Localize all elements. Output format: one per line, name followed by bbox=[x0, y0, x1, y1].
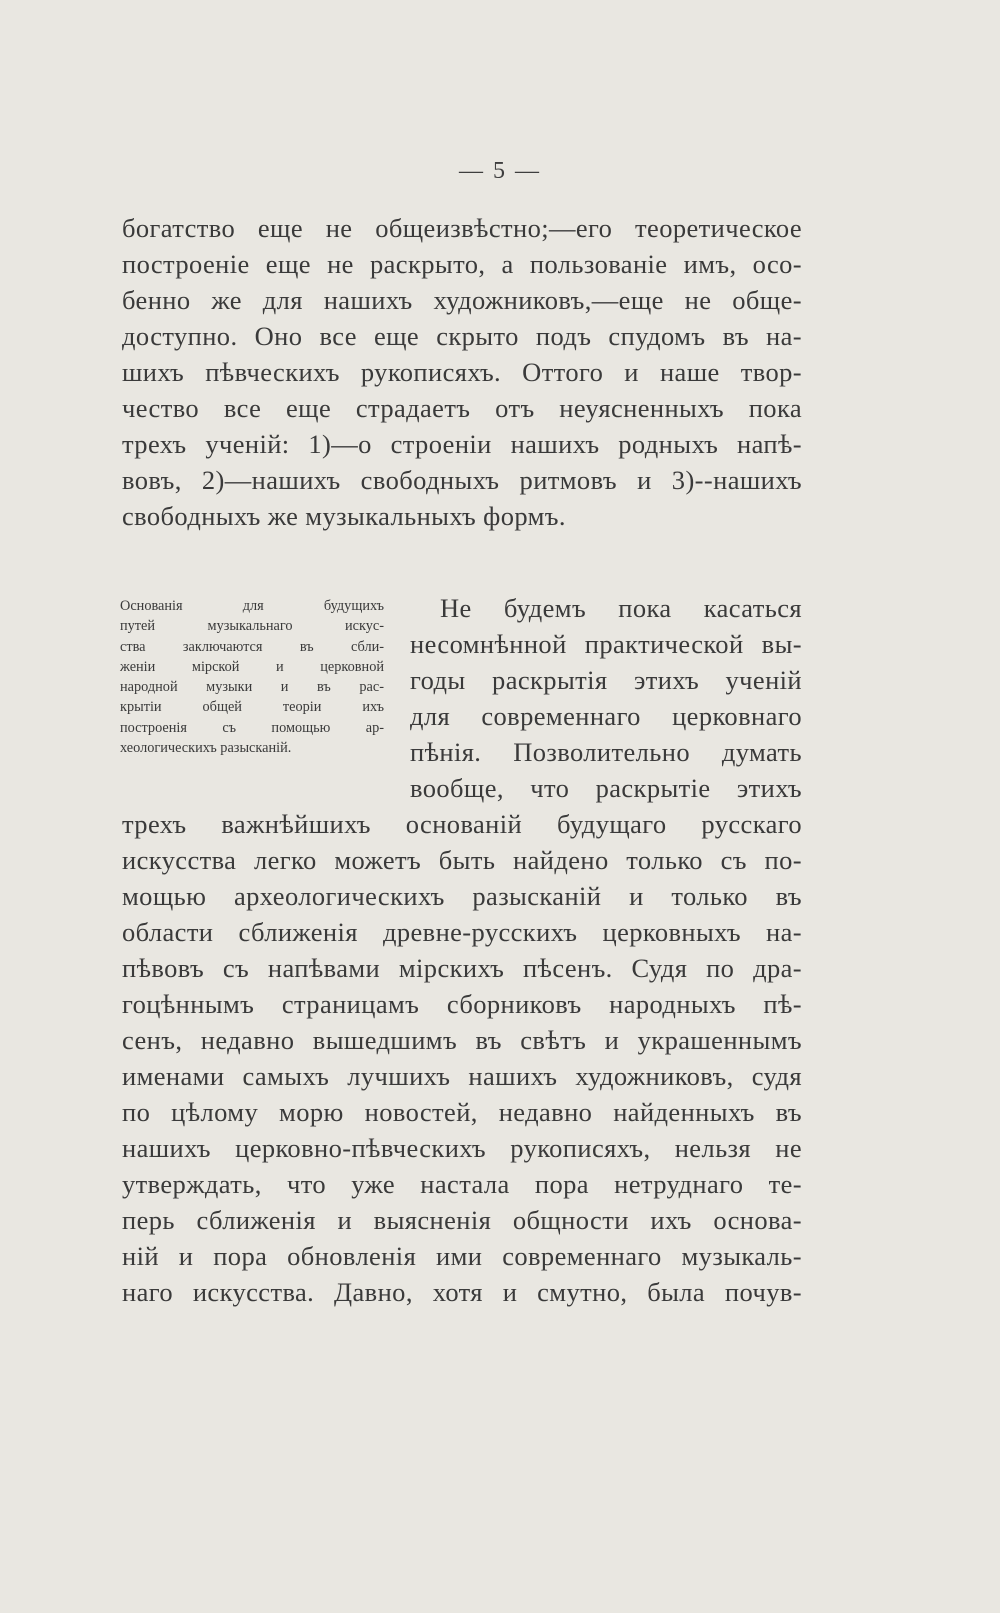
note-line: женіи мірской и церковной bbox=[120, 658, 384, 675]
text-line: Не будемъ пока касаться bbox=[440, 593, 802, 623]
text-line: шихъ пѣвческихъ рукописяхъ. Оттого и наше твор- bbox=[122, 357, 802, 387]
note-line: крытіи общей теоріи ихъ bbox=[120, 699, 384, 716]
text-line: гоцѣннымъ страницамъ сборниковъ народныхъ пѣ- bbox=[122, 989, 802, 1019]
note-line: народной музыки и въ рас- bbox=[120, 679, 384, 696]
text-line: годы раскрытія этихъ ученій bbox=[410, 665, 802, 695]
text-line: по цѣлому морю новостей, недавно найденныхъ въ bbox=[122, 1097, 802, 1127]
text-line: доступно. Оно все еще скрыто подъ спудомъ въ на- bbox=[122, 321, 802, 351]
text-line: утверждать, что уже настала пора нетруднаго те- bbox=[122, 1169, 802, 1199]
text-line: трехъ ученій: 1)—о строеніи нашихъ родныхъ напѣ- bbox=[122, 429, 802, 459]
text-line: именами самыхъ лучшихъ нашихъ художниковъ, судя bbox=[122, 1061, 802, 1091]
text-line: свободныхъ же музыкальныхъ формъ. bbox=[122, 501, 566, 531]
text-line: мощью археологическихъ разысканій и только въ bbox=[122, 881, 802, 911]
text-line: богатство еще не общеизвѣстно;—его теоретическое bbox=[122, 213, 802, 243]
marginal-note bbox=[120, 596, 384, 758]
text-line: искусства легко можетъ быть найдено только съ по- bbox=[122, 845, 802, 875]
note-line: путей музыкальнаго искус- bbox=[120, 618, 384, 635]
text-line: области сближенія древне-русскихъ церковныхъ на- bbox=[122, 917, 802, 947]
text-line: пѣвовъ съ напѣвами мірскихъ пѣсенъ. Судя по дра- bbox=[122, 953, 802, 983]
text-line: для современнаго церковнаго bbox=[410, 701, 802, 731]
note-line: Основанія для будущихъ bbox=[120, 598, 384, 614]
text-line: перь сближенія и выясненія общности ихъ основа- bbox=[122, 1205, 802, 1235]
page-number: — 5 — bbox=[459, 158, 541, 184]
text-line: нашихъ церковно-пѣвческихъ рукописяхъ, нельзя не bbox=[122, 1133, 802, 1163]
note-line: ства заключаются въ сбли- bbox=[120, 638, 384, 655]
note-line: построенія съ помощью ар- bbox=[120, 719, 384, 736]
text-line: наго искусства. Давно, хотя и смутно, была почув- bbox=[122, 1277, 802, 1307]
text-line: вовъ, 2)—нашихъ свободныхъ ритмовъ и 3)--нашихъ bbox=[122, 465, 802, 495]
text-line: бенно же для нашихъ художниковъ,—еще не обще- bbox=[122, 285, 802, 315]
text-line: построеніе еще не раскрыто, а пользованіе имъ, осо- bbox=[122, 249, 802, 279]
note-line: хеологическихъ разысканій. bbox=[120, 740, 292, 757]
text-line: ній и пора обновленія ими современнаго музыкаль- bbox=[122, 1241, 802, 1271]
text-line: несомнѣнной практической вы- bbox=[410, 629, 802, 659]
text-line: вообще, что раскрытіе этихъ bbox=[410, 773, 802, 803]
text-line: чество все еще страдаетъ отъ неуясненныхъ пока bbox=[122, 393, 802, 423]
text-line: пѣнія. Позволительно думать bbox=[410, 737, 802, 767]
text-line: сенъ, недавно вышедшимъ въ свѣтъ и украшеннымъ bbox=[122, 1025, 802, 1055]
text-line: трехъ важнѣйшихъ основаній будущаго русскаго bbox=[122, 809, 802, 839]
